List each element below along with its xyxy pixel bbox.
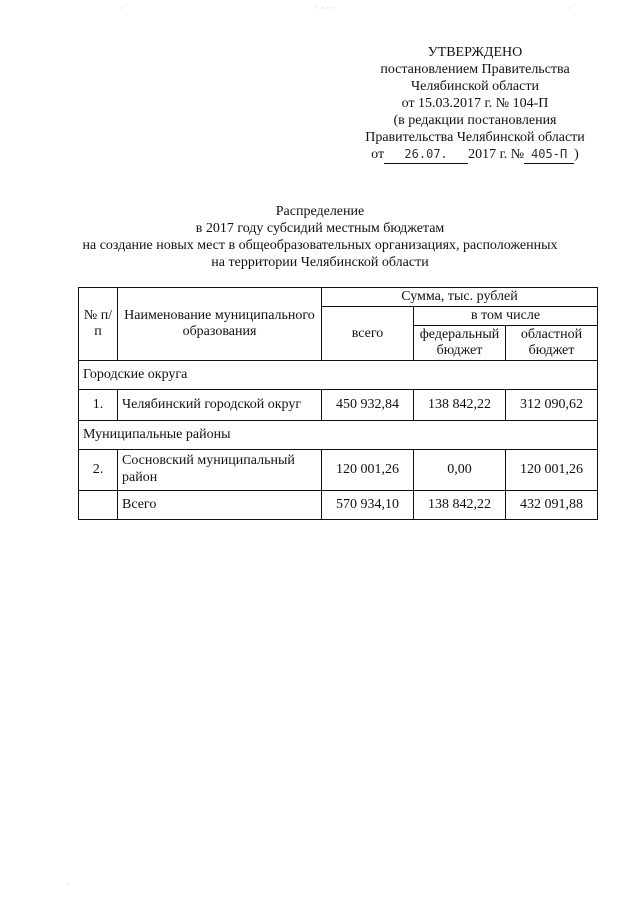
header-sum: Сумма, тыс. рублей: [322, 288, 598, 307]
section-municipal-districts: Муниципальные районы: [79, 421, 598, 450]
header-total: всего: [322, 307, 414, 361]
row-num: 2.: [79, 450, 118, 491]
row-federal: 0,00: [414, 450, 506, 491]
row-name: Сосновский муниципальный район: [118, 450, 322, 491]
approval-line: Правительства Челябинской области: [365, 130, 585, 145]
row-total: 120 001,26: [322, 450, 414, 491]
total-num-empty: [79, 491, 118, 520]
date-prefix: от: [371, 147, 385, 162]
distribution-table: [78, 287, 598, 520]
approval-line: Челябинской области: [411, 79, 539, 94]
header-federal: федеральный бюджет: [414, 326, 506, 361]
scan-speck: ·: [568, 4, 571, 14]
row-total: 450 932,84: [322, 390, 414, 421]
title-line: в 2017 году субсидий местным бюджетам: [195, 221, 445, 236]
date-value: 26.07.: [404, 147, 448, 161]
total-sum: 570 934,10: [322, 491, 414, 520]
table-row: [79, 450, 598, 491]
header-including: в том числе: [414, 307, 598, 326]
number-value: 405-П: [531, 147, 568, 161]
approval-stamp: [340, 44, 610, 164]
date-mid: 2017 г. №: [468, 147, 525, 162]
approval-heading: УТВЕРЖДЕНО: [427, 45, 523, 60]
scan-speck: ·: [120, 4, 123, 14]
approval-line: постановлением Правительства: [380, 62, 570, 77]
header-num: № п/п: [79, 288, 118, 361]
row-regional: 120 001,26: [506, 450, 598, 491]
header-name: Наименование муниципального образования: [118, 288, 322, 361]
total-federal: 138 842,22: [414, 491, 506, 520]
date-suffix: ): [574, 147, 579, 162]
table-row: [79, 390, 598, 421]
scan-speck: ·: [66, 880, 69, 890]
row-federal: 138 842,22: [414, 390, 506, 421]
total-label: Всего: [118, 491, 322, 520]
title-line: Распределение: [275, 204, 365, 219]
scan-speck: · · · ·: [315, 4, 336, 14]
header-regional: областной бюджет: [506, 326, 598, 361]
title-line: на территории Челябинской области: [211, 255, 429, 270]
total-row: [79, 491, 598, 520]
approval-line: от 15.03.2017 г. № 104-П: [401, 96, 549, 111]
row-num: 1.: [79, 390, 118, 421]
document-title: [40, 203, 600, 271]
approval-line: (в редакции постановления: [393, 113, 557, 128]
title-line: на создание новых мест в общеобразовательных организациях, расположенных: [82, 238, 558, 253]
row-name: Челябинский городской округ: [118, 390, 322, 421]
row-regional: 312 090,62: [506, 390, 598, 421]
section-city-districts: Городские округа: [79, 361, 598, 390]
approval-date-line: [340, 146, 610, 164]
total-regional: 432 091,88: [506, 491, 598, 520]
